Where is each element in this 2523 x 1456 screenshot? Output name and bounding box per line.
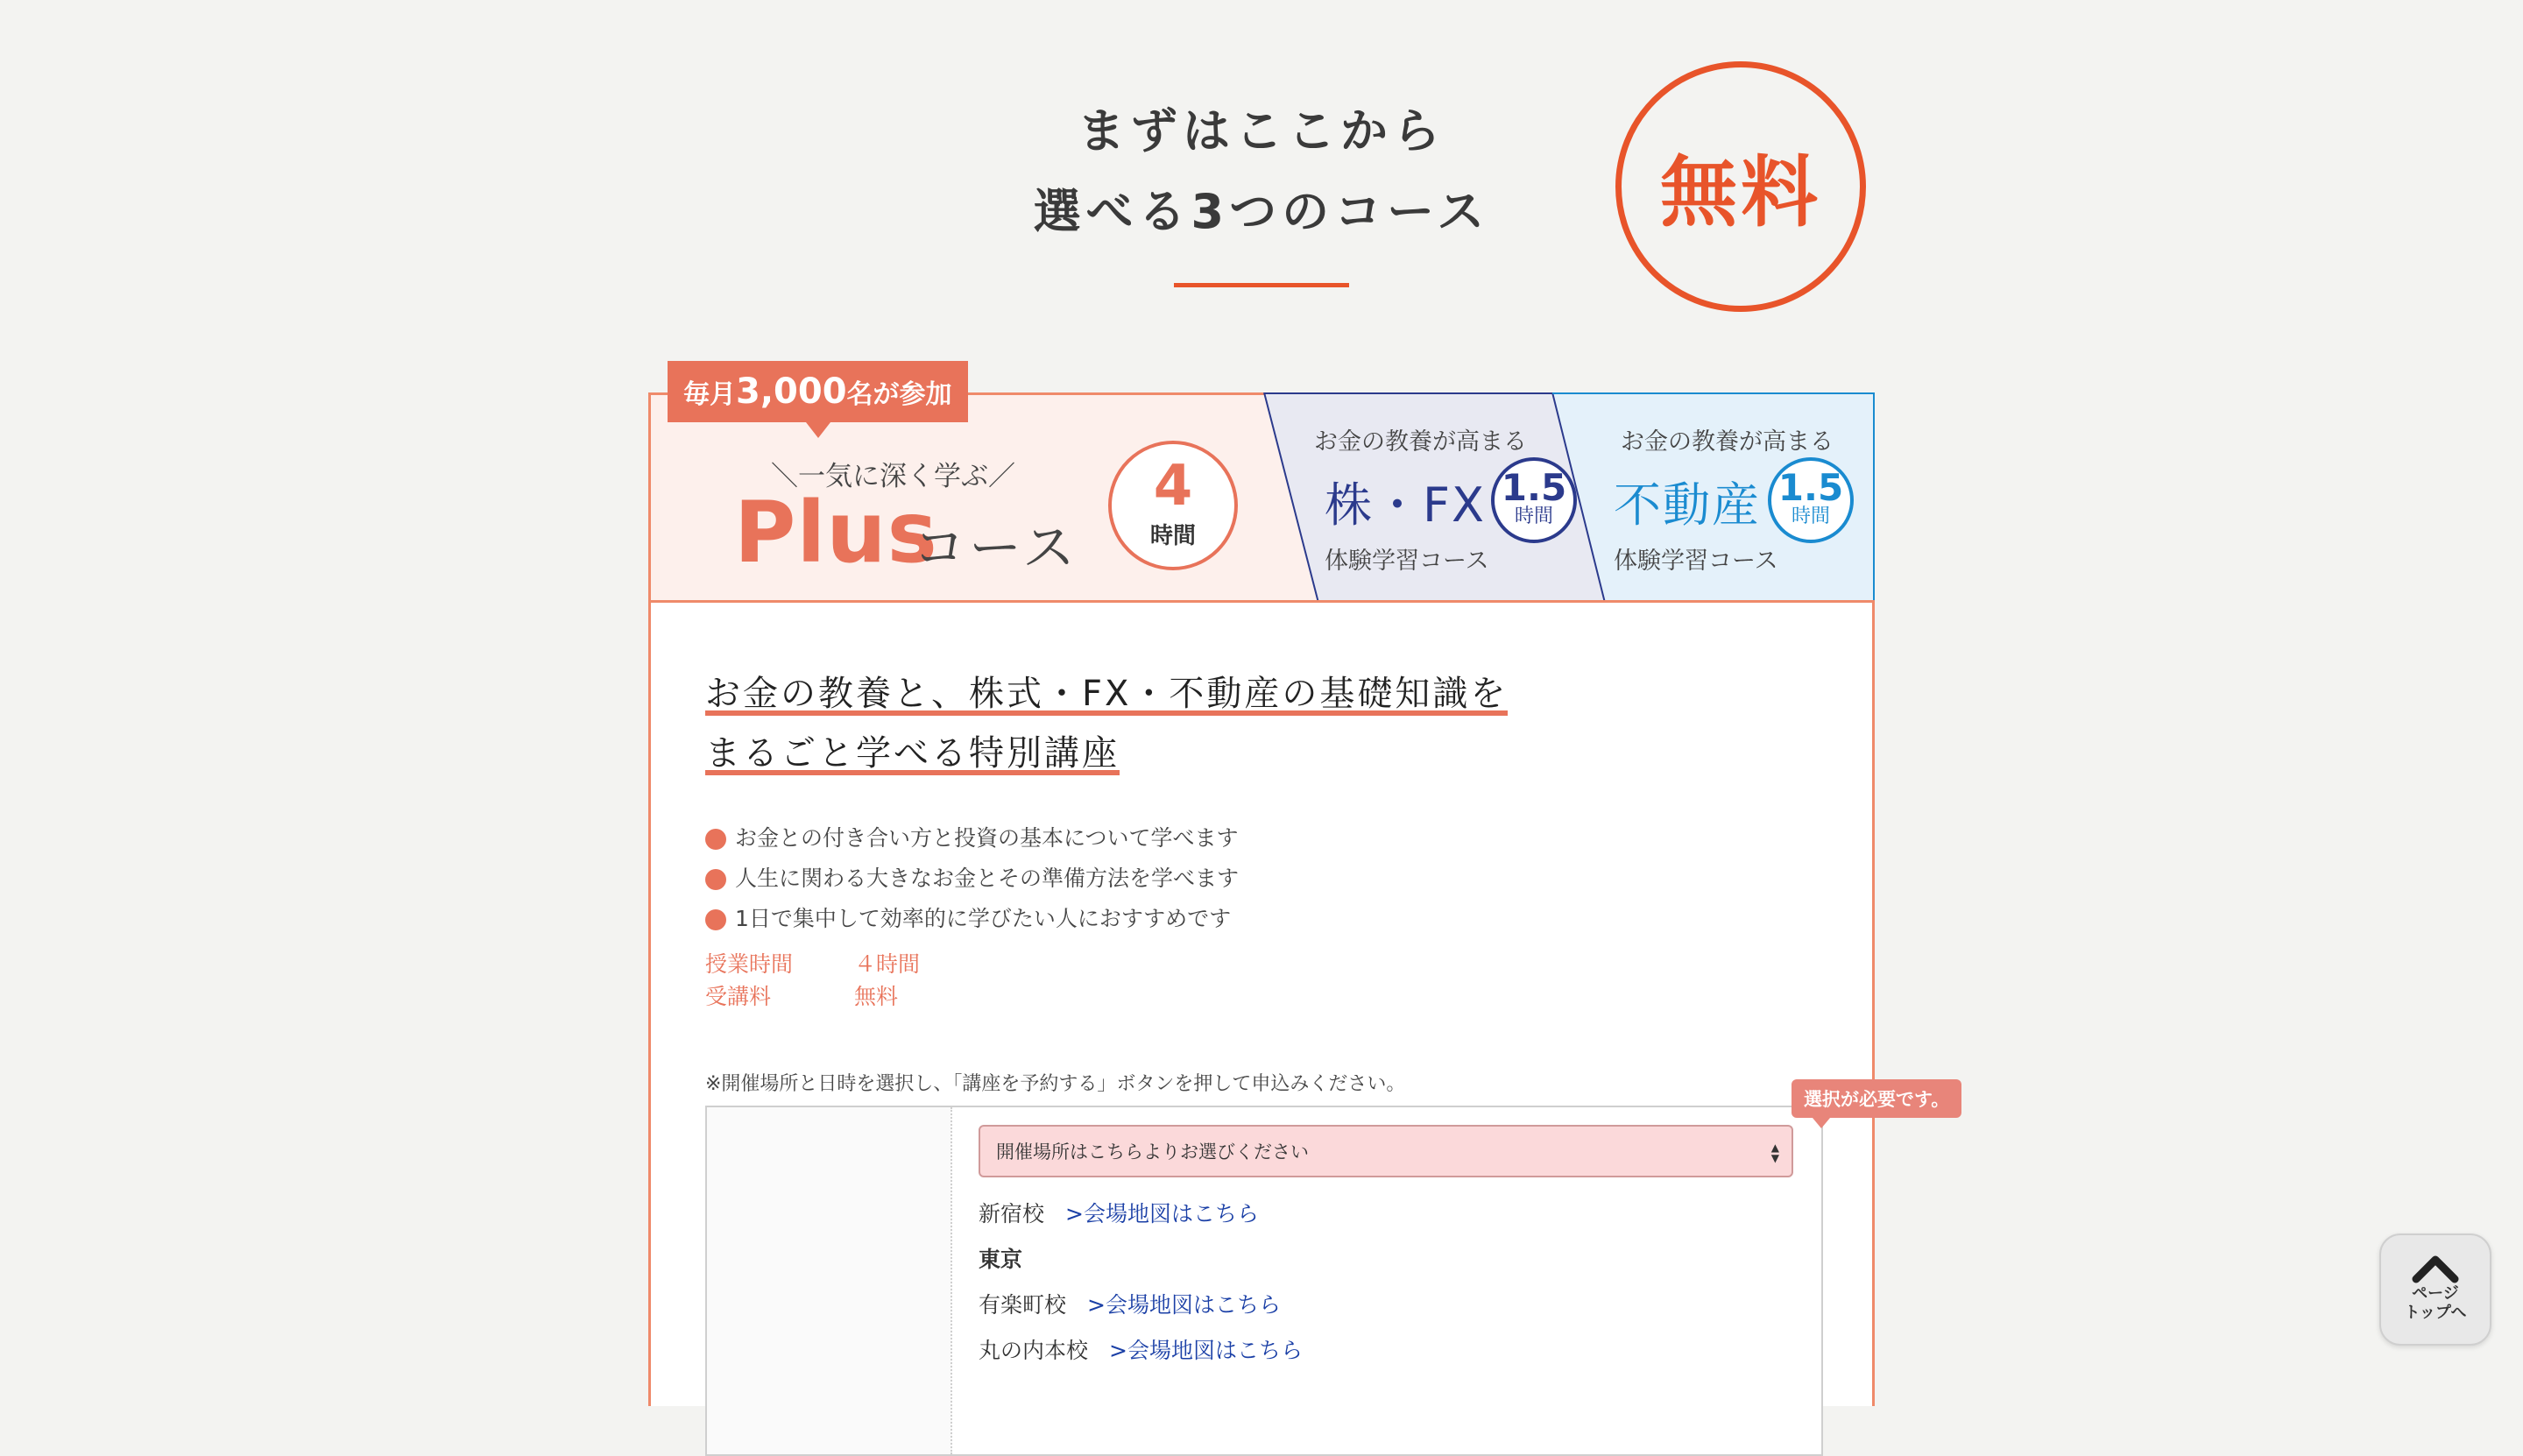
venue-item	[979, 1328, 1303, 1374]
select-arrows-icon: ▲ ▼	[1770, 1141, 1779, 1164]
participants-prefix: 毎月	[683, 379, 736, 410]
venue-map-link[interactable]: >会場地図はこちら	[1065, 1201, 1259, 1226]
plus-hours-unit: 時間	[1149, 523, 1196, 549]
venue-select[interactable]	[979, 1125, 1793, 1177]
info-row-fee	[705, 980, 920, 1013]
chevron-up-icon	[2409, 1249, 2462, 1284]
booking-label-column	[707, 1107, 952, 1454]
section-title	[911, 91, 1612, 252]
info-key: 受講料	[705, 984, 772, 1009]
venue-map-link[interactable]: >会場地図はこちら	[1087, 1292, 1281, 1318]
plus-course-suffix: コース	[913, 518, 1078, 579]
course-headline	[705, 664, 1508, 783]
section-title-line2: 選べる3つのコース	[1033, 184, 1490, 239]
venue-item	[979, 1191, 1303, 1237]
feature-item: 1日で集中して効率的に学びたい人におすすめです	[705, 899, 1239, 939]
participants-suffix: 名が参加	[846, 379, 952, 410]
fudosan-course-type: 体験学習コース	[1614, 548, 1778, 575]
headline-line2: まるごと学べる特別講座	[705, 733, 1120, 774]
required-tooltip: 選択が必要です。	[1792, 1079, 1961, 1118]
kabu-fx-course-type: 体験学習コース	[1325, 548, 1489, 575]
page-top-label: ページ トップへ	[2404, 1284, 2467, 1322]
course-tabs	[648, 371, 1875, 603]
page-top-button[interactable]	[2379, 1233, 2491, 1346]
fudosan-tagline: お金の教養が高まる	[1621, 428, 1834, 456]
fudosan-hours-badge	[1768, 457, 1854, 543]
info-key: 授業時間	[705, 951, 794, 977]
kabu-fx-course-name: 株・FX	[1325, 477, 1487, 533]
feature-item: 人生に関わる大きなお金とその準備方法を学べます	[705, 859, 1239, 899]
venue-item	[979, 1283, 1303, 1328]
course-detail-panel	[648, 600, 1950, 1406]
info-row-duration	[705, 948, 920, 980]
plus-hours-number: 4	[1153, 454, 1193, 519]
kabu-fx-tagline: お金の教養が高まる	[1314, 428, 1527, 456]
feature-list	[705, 818, 1239, 939]
venue-select-placeholder: 開催場所はこちらよりお選びください	[996, 1141, 1309, 1163]
section-title-line1: まずはここから	[1078, 103, 1445, 159]
headline-line1: お金の教養と、株式・FX・不動産の基礎知識を	[705, 674, 1509, 714]
participants-badge	[668, 361, 968, 422]
course-card	[648, 371, 1950, 1391]
fudosan-hours-unit: 時間	[1791, 505, 1830, 527]
kabu-fx-hours-badge	[1491, 457, 1577, 543]
feature-item: お金との付き合い方と投資の基本について学べます	[705, 818, 1239, 859]
venue-group-label: 東京	[979, 1247, 1023, 1272]
free-badge: 無料	[1615, 61, 1866, 312]
booking-instruction: ※開催場所と日時を選択し、「講座を予約する」ボタンを押して申込みください。	[705, 1073, 1406, 1095]
fudosan-hours-number: 1.5	[1777, 466, 1844, 509]
venue-name: 丸の内本校	[979, 1338, 1089, 1363]
kabu-fx-hours-number: 1.5	[1501, 466, 1567, 509]
venue-name: 有楽町校	[979, 1292, 1067, 1318]
venue-name: 新宿校	[979, 1201, 1045, 1226]
info-value: ４時間	[854, 951, 921, 977]
course-info	[705, 948, 920, 1013]
title-underline	[1174, 283, 1349, 287]
booking-form	[705, 1089, 1950, 1456]
plus-course-name: Plus	[734, 484, 938, 582]
venue-map-link[interactable]: >会場地図はこちら	[1109, 1338, 1303, 1363]
info-value: 無料	[854, 984, 899, 1009]
plus-hours-badge	[1108, 441, 1238, 570]
fudosan-course-name: 不動産	[1614, 477, 1761, 533]
kabu-fx-hours-unit: 時間	[1514, 505, 1553, 527]
plus-tagline: ＼一気に深く学ぶ／	[771, 461, 1015, 492]
participants-count: 3,000	[736, 371, 847, 412]
venue-list	[979, 1191, 1303, 1374]
